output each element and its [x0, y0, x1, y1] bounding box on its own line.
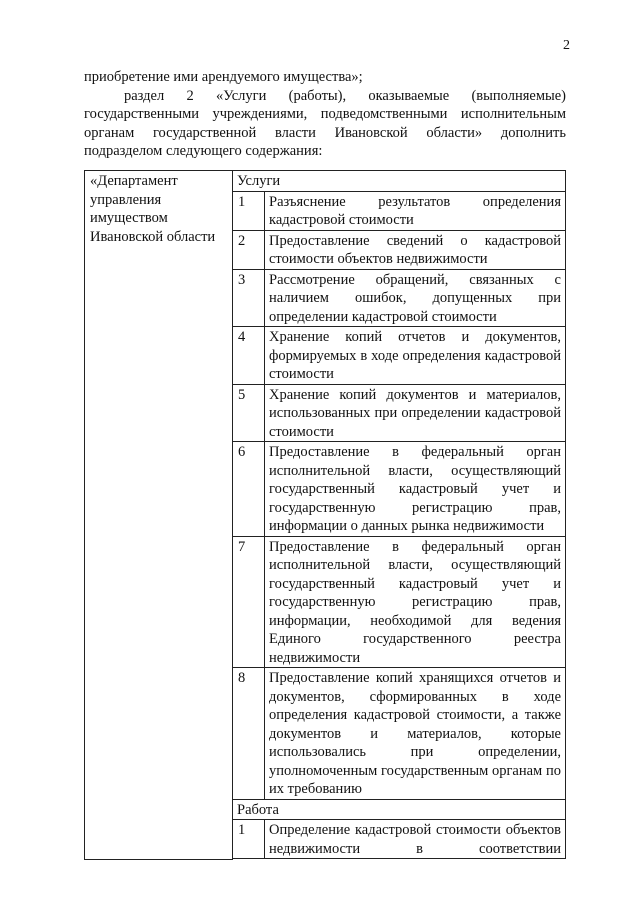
services-table [84, 170, 566, 860]
row-text: Предоставление сведений о кадастровой стоимости объектов недвижимости [265, 230, 566, 269]
row-number: 5 [233, 384, 265, 442]
row-number: 8 [233, 668, 265, 800]
row-text: Предоставление в федеральный орган исполнительной власти, осуществляющий государственный кадастровый учет и государственную регистрацию прав, информации, необходимой для ведения Единого государственного реестра недвижимости [265, 536, 566, 668]
row-text: Предоставление в федеральный орган исполнительной власти, осуществляющий государственный кадастровый учет и государственную регистрацию прав, информации о данных рынка недвижимости [265, 442, 566, 537]
row-text: Разъяснение результатов определения кадастровой стоимости [265, 191, 566, 230]
row-number: 1 [233, 191, 265, 230]
page-number: 2 [563, 38, 570, 53]
department-cell: «Департамент управления имуществом Ивановской области [85, 171, 233, 860]
row-text: Предоставление копий хранящихся отчетов и документов, сформированных в ходе определения кадастровой стоимости, а также документов и материалов, которые использовались при определении, уполномоченным государственным органам по их требованию [265, 668, 566, 800]
row-number: 3 [233, 269, 265, 327]
row-number: 6 [233, 442, 265, 537]
row-number: 1 [233, 820, 265, 859]
intro-text [84, 68, 566, 161]
row-number: 2 [233, 230, 265, 269]
row-text: Хранение копий документов и материалов, использованных при определении кадастровой стоимости [265, 384, 566, 442]
row-number: 4 [233, 327, 265, 385]
work-header: Работа [233, 799, 566, 820]
row-text: Хранение копий отчетов и документов, формируемых в ходе определения кадастровой стоимости [265, 327, 566, 385]
intro-paragraph: раздел 2 «Услуги (работы), оказываемые (выполняемые) государственными учреждениями, подведомственными исполнительным органам государственной власти Ивановской области» дополнить подразделом следующего содержания: [84, 87, 566, 159]
row-number: 7 [233, 536, 265, 668]
row-text: Рассмотрение обращений, связанных с наличием ошибок, допущенных при определении кадастровой стоимости [265, 269, 566, 327]
services-header: Услуги [233, 171, 566, 192]
row-text: Определение кадастровой стоимости объектов недвижимости в соответствии [265, 820, 566, 859]
intro-line-1: приобретение ими арендуемого имущества»; [84, 69, 363, 85]
